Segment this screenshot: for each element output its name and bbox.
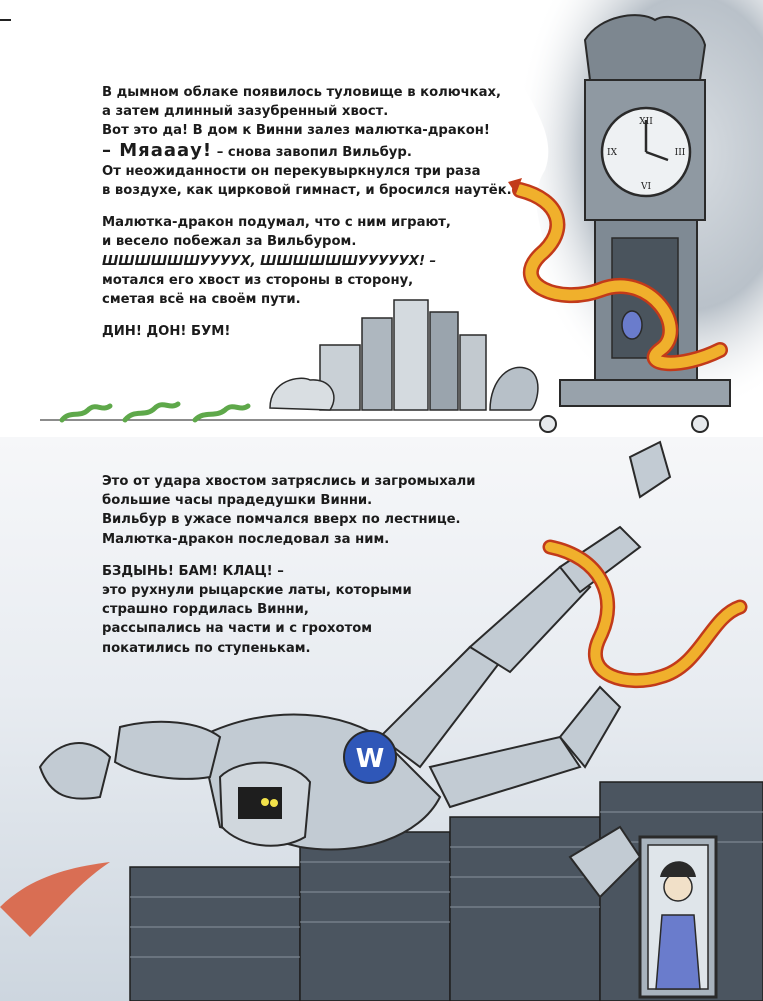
text-line: в воздухе, как цирковой гимнаст, и бросился наутёк.: [102, 183, 512, 199]
glowing-eye: [270, 799, 278, 807]
numeral-vi: VI: [640, 182, 652, 192]
sound-effect: БЗДЫНЬ! БАМ! КЛАЦ! –: [102, 563, 284, 579]
paragraph-1: [102, 83, 512, 200]
text-line: покатились по ступенькам.: [102, 640, 311, 656]
paragraph-4: [102, 472, 476, 549]
numeral-xii: XII: [639, 117, 653, 127]
text-line: и весело побежал за Вильбуром.: [102, 234, 357, 250]
portrait-frame: [640, 837, 716, 997]
sound-effect: ДИН! ДОН! БУМ!: [102, 324, 231, 340]
text-line: сметая всё на своём пути.: [102, 292, 301, 308]
text-line: Малютка-дракон подумал, что с ним играют,: [102, 215, 451, 231]
text-line: а затем длинный зазубренный хвост.: [102, 104, 389, 120]
paragraph-5: [102, 562, 476, 658]
shout-word: – Мяааау!: [102, 139, 213, 161]
text-line: От неожиданности он перекувыркнулся три раза: [102, 163, 481, 179]
pendulum: [622, 311, 642, 339]
text-line: Это от удара хвостом затряслись и загромыхали: [102, 474, 476, 489]
bottom-text: [102, 472, 476, 671]
text-line: Вот это да! В дом к Винни залез малютка-дракон!: [102, 123, 490, 139]
witch-dress: [656, 915, 700, 989]
fire-breath: [0, 862, 110, 937]
baby-lizards: [62, 404, 248, 420]
text-line: Малютка-дракон последовал за ним.: [102, 531, 390, 547]
text-line: Вильбур в ужасе помчался вверх по лестнице.: [102, 512, 461, 528]
text-line-italic: ШШШШШШУУУУХ, ШШШШШШУУУУУХ! –: [102, 253, 437, 269]
text-line: В дымном облаке появилось туловище в колючках,: [102, 85, 502, 100]
numeral-ix: IX: [607, 148, 617, 158]
text-line: мотался его хвост из стороны в сторону,: [102, 272, 414, 288]
knight-helmet: [220, 763, 310, 846]
top-panel: [0, 0, 763, 437]
shout-rest: – снова завопил Вильбур.: [212, 144, 412, 160]
shield-emblem: [344, 731, 396, 783]
witch-face: [664, 873, 692, 901]
text-line: рассыпались на части и с грохотом: [102, 621, 373, 637]
shield-letter: W: [355, 744, 385, 774]
top-text: [102, 83, 512, 354]
text-line: это рухнули рыцарские латы, которыми: [102, 583, 412, 599]
text-line: страшно гордилась Винни,: [102, 602, 309, 618]
paragraph-3: [102, 322, 512, 341]
paragraph-2: [102, 213, 512, 309]
numeral-iii: III: [674, 148, 686, 158]
text-line-shout: [102, 141, 512, 162]
text-line: большие часы прадедушки Винни.: [102, 493, 373, 509]
glowing-eye: [261, 798, 269, 806]
bottom-panel: [0, 437, 763, 1001]
